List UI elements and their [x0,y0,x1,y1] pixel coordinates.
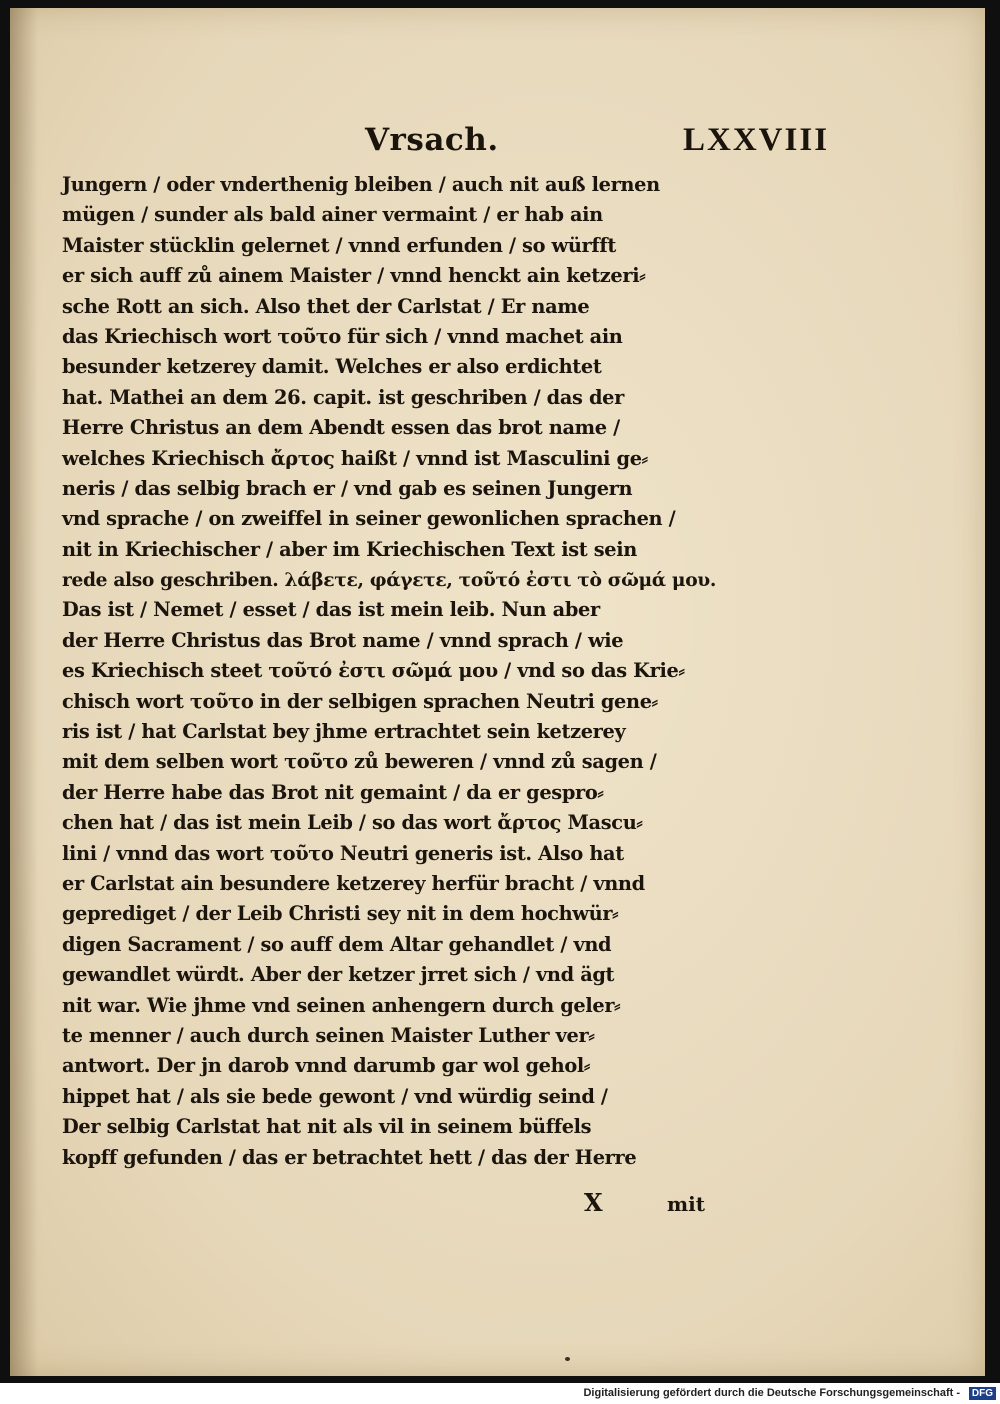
text-line: welches Kriechisch ἄρτος haißt / vnnd ist Masculini ge⸗ [62,446,648,470]
text-line: besunder ketzerey damit. Welches er also erdichtet [62,355,602,379]
text-line: kopff gefunden / das er betrachtet hett / das der Herre [62,1145,637,1169]
text-line: mit dem selben wort τοῦτο zů beweren / vnnd zů sagen / [62,750,657,774]
text-line: lini / vnnd das wort τοῦτο Neutri generis ist. Also hat [62,841,624,865]
text-line: ris ist / hat Carlstat bey jhme ertrachtet sein ketzerey [62,720,626,744]
text-line: mügen / sunder als bald ainer vermaint / er hab ain [62,203,603,227]
text-line: geprediget / der Leib Christi sey nit in dem hochwür⸗ [62,902,619,926]
catchword: mit [667,1192,705,1216]
running-head: Vrsach. [365,122,499,158]
folio-number: LXXVIII [683,122,830,158]
body-text [62,170,722,1173]
text-line: chisch wort τοῦτο in der selbigen sprachen Neutri gene⸗ [62,689,658,713]
signature-mark: X [584,1188,603,1217]
text-line: er sich auff zů ainem Maister / vnnd henckt ain ketzeri⸗ [62,264,646,288]
text-line: Herre Christus an dem Abendt essen das brot name / [62,416,620,440]
text-line: der Herre habe das Brot nit gemaint / da er gespro⸗ [62,780,604,804]
text-line: digen Sacrament / so auff dem Altar gehandlet / vnd [62,932,612,956]
text-line: Das ist / Nemet / esset / das ist mein leib. Nun aber [62,598,600,622]
text-line: Maister stücklin gelernet / vnnd erfunden / so würfft [62,233,616,257]
text-line: er Carlstat ain besundere ketzerey herfür bracht / vnnd [62,871,645,895]
footer-bar [0,1383,1000,1404]
text-line: nit in Kriechischer / aber im Kriechischen Text ist sein [62,537,637,561]
text-line: nit war. Wie jhme vnd seinen anhengern durch geler⸗ [62,993,621,1017]
text-line: sche Rott an sich. Also thet der Carlstat / Er name [62,294,590,318]
text-line: es Kriechisch steet τοῦτό ἐστι σῶμά μου / vnd so das Krie⸗ [62,659,685,683]
text-line: Der selbig Carlstat hat nit als vil in seinem büffels [62,1115,592,1139]
text-line: neris / das selbig brach er / vnd gab es seinen Jungern [62,476,633,500]
footer-credit: Digitalisierung gefördert durch die Deutsche Forschungsgemeinschaft - [583,1387,960,1399]
text-line: hippet hat / als sie bede gewont / vnd würdig seind / [62,1084,608,1108]
dfg-logo: DFG [969,1387,996,1400]
text-line: hat. Mathei an dem 26. capit. ist geschriben / das der [62,385,624,409]
text-line: der Herre Christus das Brot name / vnnd sprach / wie [62,628,624,652]
text-line: Jungern / oder vnderthenig bleiben / auch nit auß lernen [62,173,660,196]
text-line: gewandlet würdt. Aber der ketzer jrret sich / vnd ägt [62,963,615,987]
text-line: vnd sprache / on zweiffel in seiner gewonlichen sprachen / [62,507,676,531]
text-line: chen hat / das ist mein Leib / so das wort ἄρτος Mascu⸗ [62,811,643,835]
text-line: rede also geschriben. λάβετε, φάγετε, τοῦτό ἐστι τὸ σῶμά μου. [62,569,717,592]
text-line: te menner / auch durch seinen Maister Luther ver⸗ [62,1023,595,1047]
paper-speck [565,1357,570,1361]
text-line: das Kriechisch wort τοῦτο für sich / vnnd machet ain [62,324,623,348]
text-line: antwort. Der jn darob vnnd darumb gar wol gehol⸗ [62,1054,590,1078]
